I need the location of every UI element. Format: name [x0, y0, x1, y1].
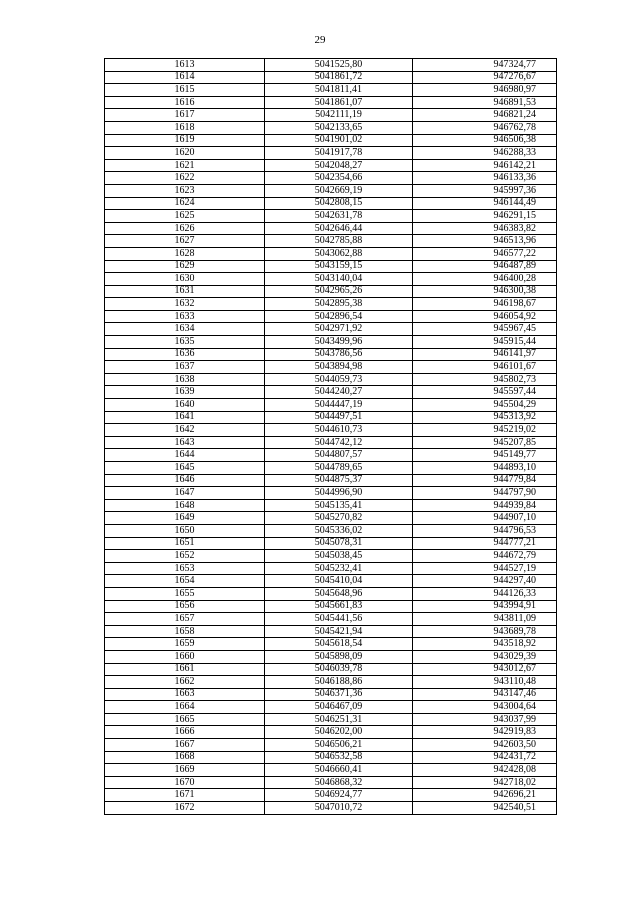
- x-coordinate-cell: 5043140,04: [265, 273, 413, 286]
- point-number-cell: 1614: [105, 71, 265, 84]
- point-number-cell: 1670: [105, 776, 265, 789]
- table-row: [105, 222, 557, 235]
- x-coordinate-cell: 5046868,32: [265, 776, 413, 789]
- x-coordinate-cell: 5045410,04: [265, 575, 413, 588]
- y-coordinate-cell: 944939,84: [413, 499, 557, 512]
- point-number-cell: 1629: [105, 260, 265, 273]
- table-row: [105, 613, 557, 626]
- x-coordinate-cell: 5046188,86: [265, 676, 413, 689]
- table-row: [105, 273, 557, 286]
- y-coordinate-cell: 944893,10: [413, 462, 557, 475]
- y-coordinate-cell: 944777,21: [413, 537, 557, 550]
- table-row: [105, 260, 557, 273]
- table-row: [105, 298, 557, 311]
- table-row: [105, 499, 557, 512]
- x-coordinate-cell: 5044807,57: [265, 449, 413, 462]
- y-coordinate-cell: 943518,92: [413, 638, 557, 651]
- table-row: [105, 802, 557, 815]
- y-coordinate-cell: 943110,48: [413, 676, 557, 689]
- x-coordinate-cell: 5041861,07: [265, 96, 413, 109]
- table-row: [105, 764, 557, 777]
- table-row: [105, 399, 557, 412]
- table-row: [105, 726, 557, 739]
- point-number-cell: 1666: [105, 726, 265, 739]
- table-row: [105, 562, 557, 575]
- table-row: [105, 59, 557, 72]
- point-number-cell: 1656: [105, 600, 265, 613]
- y-coordinate-cell: 943689,78: [413, 625, 557, 638]
- y-coordinate-cell: 945313,92: [413, 411, 557, 424]
- x-coordinate-cell: 5044059,73: [265, 373, 413, 386]
- point-number-cell: 1638: [105, 373, 265, 386]
- y-coordinate-cell: 945967,45: [413, 323, 557, 336]
- table-row: [105, 789, 557, 802]
- point-number-cell: 1646: [105, 474, 265, 487]
- x-coordinate-cell: 5046532,58: [265, 751, 413, 764]
- y-coordinate-cell: 946577,22: [413, 247, 557, 260]
- y-coordinate-cell: 944779,84: [413, 474, 557, 487]
- point-number-cell: 1640: [105, 399, 265, 412]
- x-coordinate-cell: 5044240,27: [265, 386, 413, 399]
- point-number-cell: 1627: [105, 235, 265, 248]
- y-coordinate-cell: 946288,33: [413, 147, 557, 160]
- y-coordinate-cell: 947276,67: [413, 71, 557, 84]
- table-row: [105, 663, 557, 676]
- x-coordinate-cell: 5046202,00: [265, 726, 413, 739]
- x-coordinate-cell: 5045898,09: [265, 650, 413, 663]
- table-row: [105, 121, 557, 134]
- table-row: [105, 172, 557, 185]
- table-row: [105, 210, 557, 223]
- coordinates-table: [104, 58, 557, 815]
- y-coordinate-cell: 946198,67: [413, 298, 557, 311]
- table-row: [105, 688, 557, 701]
- point-number-cell: 1664: [105, 701, 265, 714]
- point-number-cell: 1659: [105, 638, 265, 651]
- y-coordinate-cell: 942431,72: [413, 751, 557, 764]
- point-number-cell: 1641: [105, 411, 265, 424]
- x-coordinate-cell: 5045336,02: [265, 524, 413, 537]
- y-coordinate-cell: 943029,39: [413, 650, 557, 663]
- table-row: [105, 638, 557, 651]
- table-row: [105, 96, 557, 109]
- x-coordinate-cell: 5041861,72: [265, 71, 413, 84]
- point-number-cell: 1623: [105, 184, 265, 197]
- point-number-cell: 1617: [105, 109, 265, 122]
- point-number-cell: 1621: [105, 159, 265, 172]
- page-number: 29: [314, 34, 326, 46]
- x-coordinate-cell: 5044996,90: [265, 487, 413, 500]
- point-number-cell: 1633: [105, 310, 265, 323]
- table-row: [105, 713, 557, 726]
- table-row: [105, 323, 557, 336]
- table-row: [105, 487, 557, 500]
- table-row: [105, 348, 557, 361]
- x-coordinate-cell: 5043499,96: [265, 336, 413, 349]
- point-number-cell: 1634: [105, 323, 265, 336]
- table-row: [105, 587, 557, 600]
- table-row: [105, 373, 557, 386]
- y-coordinate-cell: 946891,53: [413, 96, 557, 109]
- y-coordinate-cell: 942540,51: [413, 802, 557, 815]
- table-row: [105, 411, 557, 424]
- x-coordinate-cell: 5044447,19: [265, 399, 413, 412]
- coordinates-table-body: [105, 59, 557, 815]
- y-coordinate-cell: 943012,67: [413, 663, 557, 676]
- table-row: [105, 310, 557, 323]
- x-coordinate-cell: 5043786,56: [265, 348, 413, 361]
- table-row: [105, 474, 557, 487]
- point-number-cell: 1613: [105, 59, 265, 72]
- table-row: [105, 147, 557, 160]
- y-coordinate-cell: 946513,96: [413, 235, 557, 248]
- y-coordinate-cell: 943004,64: [413, 701, 557, 714]
- y-coordinate-cell: 944796,53: [413, 524, 557, 537]
- x-coordinate-cell: 5041811,41: [265, 84, 413, 97]
- table-row: [105, 550, 557, 563]
- point-number-cell: 1657: [105, 613, 265, 626]
- y-coordinate-cell: 942428,08: [413, 764, 557, 777]
- y-coordinate-cell: 946821,24: [413, 109, 557, 122]
- point-number-cell: 1671: [105, 789, 265, 802]
- x-coordinate-cell: 5045038,45: [265, 550, 413, 563]
- point-number-cell: 1645: [105, 462, 265, 475]
- x-coordinate-cell: 5044497,51: [265, 411, 413, 424]
- y-coordinate-cell: 942603,50: [413, 739, 557, 752]
- point-number-cell: 1658: [105, 625, 265, 638]
- table-row: [105, 71, 557, 84]
- point-number-cell: 1626: [105, 222, 265, 235]
- y-coordinate-cell: 946762,78: [413, 121, 557, 134]
- x-coordinate-cell: 5046371,36: [265, 688, 413, 701]
- table-row: [105, 235, 557, 248]
- x-coordinate-cell: 5044742,12: [265, 436, 413, 449]
- table-row: [105, 197, 557, 210]
- y-coordinate-cell: 946141,97: [413, 348, 557, 361]
- x-coordinate-cell: 5042669,19: [265, 184, 413, 197]
- x-coordinate-cell: 5046506,21: [265, 739, 413, 752]
- table-row: [105, 424, 557, 437]
- x-coordinate-cell: 5045078,31: [265, 537, 413, 550]
- table-row: [105, 751, 557, 764]
- y-coordinate-cell: 944297,40: [413, 575, 557, 588]
- y-coordinate-cell: 943811,09: [413, 613, 557, 626]
- y-coordinate-cell: 946101,67: [413, 361, 557, 374]
- point-number-cell: 1643: [105, 436, 265, 449]
- table-row: [105, 575, 557, 588]
- table-row: [105, 512, 557, 525]
- y-coordinate-cell: 942696,21: [413, 789, 557, 802]
- x-coordinate-cell: 5045135,41: [265, 499, 413, 512]
- y-coordinate-cell: 943037,99: [413, 713, 557, 726]
- point-number-cell: 1660: [105, 650, 265, 663]
- y-coordinate-cell: 944797,90: [413, 487, 557, 500]
- table-row: [105, 600, 557, 613]
- y-coordinate-cell: 946054,92: [413, 310, 557, 323]
- y-coordinate-cell: 942919,83: [413, 726, 557, 739]
- point-number-cell: 1648: [105, 499, 265, 512]
- point-number-cell: 1624: [105, 197, 265, 210]
- x-coordinate-cell: 5042048,27: [265, 159, 413, 172]
- y-coordinate-cell: 945997,36: [413, 184, 557, 197]
- y-coordinate-cell: 945207,85: [413, 436, 557, 449]
- x-coordinate-cell: 5046467,09: [265, 701, 413, 714]
- x-coordinate-cell: 5044789,65: [265, 462, 413, 475]
- table-row: [105, 84, 557, 97]
- y-coordinate-cell: 944126,33: [413, 587, 557, 600]
- y-coordinate-cell: 945915,44: [413, 336, 557, 349]
- point-number-cell: 1665: [105, 713, 265, 726]
- point-number-cell: 1620: [105, 147, 265, 160]
- table-row: [105, 336, 557, 349]
- table-row: [105, 625, 557, 638]
- table-row: [105, 537, 557, 550]
- point-number-cell: 1636: [105, 348, 265, 361]
- table-row: [105, 184, 557, 197]
- point-number-cell: 1616: [105, 96, 265, 109]
- point-number-cell: 1625: [105, 210, 265, 223]
- x-coordinate-cell: 5045441,56: [265, 613, 413, 626]
- y-coordinate-cell: 943994,91: [413, 600, 557, 613]
- y-coordinate-cell: 946400,28: [413, 273, 557, 286]
- point-number-cell: 1631: [105, 285, 265, 298]
- x-coordinate-cell: 5046039,78: [265, 663, 413, 676]
- point-number-cell: 1661: [105, 663, 265, 676]
- table-row: [105, 134, 557, 147]
- table-row: [105, 109, 557, 122]
- y-coordinate-cell: 943147,46: [413, 688, 557, 701]
- x-coordinate-cell: 5043894,98: [265, 361, 413, 374]
- point-number-cell: 1649: [105, 512, 265, 525]
- point-number-cell: 1655: [105, 587, 265, 600]
- x-coordinate-cell: 5042785,88: [265, 235, 413, 248]
- y-coordinate-cell: 942718,02: [413, 776, 557, 789]
- point-number-cell: 1637: [105, 361, 265, 374]
- table-row: [105, 462, 557, 475]
- x-coordinate-cell: 5043062,88: [265, 247, 413, 260]
- point-number-cell: 1635: [105, 336, 265, 349]
- table-row: [105, 449, 557, 462]
- point-number-cell: 1669: [105, 764, 265, 777]
- y-coordinate-cell: 946300,38: [413, 285, 557, 298]
- point-number-cell: 1668: [105, 751, 265, 764]
- y-coordinate-cell: 946487,89: [413, 260, 557, 273]
- y-coordinate-cell: 946506,38: [413, 134, 557, 147]
- y-coordinate-cell: 945504,29: [413, 399, 557, 412]
- x-coordinate-cell: 5042133,65: [265, 121, 413, 134]
- table-row: [105, 247, 557, 260]
- x-coordinate-cell: 5041901,02: [265, 134, 413, 147]
- point-number-cell: 1615: [105, 84, 265, 97]
- y-coordinate-cell: 947324,77: [413, 59, 557, 72]
- x-coordinate-cell: 5042111,19: [265, 109, 413, 122]
- table-row: [105, 676, 557, 689]
- table-row: [105, 524, 557, 537]
- x-coordinate-cell: 5042646,44: [265, 222, 413, 235]
- point-number-cell: 1651: [105, 537, 265, 550]
- point-number-cell: 1642: [105, 424, 265, 437]
- table-row: [105, 739, 557, 752]
- point-number-cell: 1654: [105, 575, 265, 588]
- point-number-cell: 1639: [105, 386, 265, 399]
- x-coordinate-cell: 5045232,41: [265, 562, 413, 575]
- x-coordinate-cell: 5042971,92: [265, 323, 413, 336]
- x-coordinate-cell: 5046924,77: [265, 789, 413, 802]
- x-coordinate-cell: 5045270,82: [265, 512, 413, 525]
- y-coordinate-cell: 945597,44: [413, 386, 557, 399]
- x-coordinate-cell: 5041525,80: [265, 59, 413, 72]
- point-number-cell: 1663: [105, 688, 265, 701]
- table-row: [105, 361, 557, 374]
- x-coordinate-cell: 5046660,41: [265, 764, 413, 777]
- point-number-cell: 1644: [105, 449, 265, 462]
- x-coordinate-cell: 5044875,37: [265, 474, 413, 487]
- y-coordinate-cell: 946980,97: [413, 84, 557, 97]
- point-number-cell: 1632: [105, 298, 265, 311]
- x-coordinate-cell: 5045421,94: [265, 625, 413, 638]
- x-coordinate-cell: 5046251,31: [265, 713, 413, 726]
- point-number-cell: 1650: [105, 524, 265, 537]
- y-coordinate-cell: 944672,79: [413, 550, 557, 563]
- table-row: [105, 159, 557, 172]
- point-number-cell: 1653: [105, 562, 265, 575]
- y-coordinate-cell: 944527,19: [413, 562, 557, 575]
- x-coordinate-cell: 5042896,54: [265, 310, 413, 323]
- y-coordinate-cell: 945219,02: [413, 424, 557, 437]
- table-row: [105, 650, 557, 663]
- x-coordinate-cell: 5042808,15: [265, 197, 413, 210]
- x-coordinate-cell: 5041917,78: [265, 147, 413, 160]
- table-row: [105, 285, 557, 298]
- y-coordinate-cell: 944907,10: [413, 512, 557, 525]
- point-number-cell: 1618: [105, 121, 265, 134]
- y-coordinate-cell: 946142,21: [413, 159, 557, 172]
- point-number-cell: 1667: [105, 739, 265, 752]
- x-coordinate-cell: 5047010,72: [265, 802, 413, 815]
- point-number-cell: 1619: [105, 134, 265, 147]
- point-number-cell: 1672: [105, 802, 265, 815]
- table-row: [105, 701, 557, 714]
- y-coordinate-cell: 945802,73: [413, 373, 557, 386]
- y-coordinate-cell: 946144,49: [413, 197, 557, 210]
- point-number-cell: 1662: [105, 676, 265, 689]
- x-coordinate-cell: 5044610,73: [265, 424, 413, 437]
- x-coordinate-cell: 5042631,78: [265, 210, 413, 223]
- y-coordinate-cell: 946291,15: [413, 210, 557, 223]
- x-coordinate-cell: 5045648,96: [265, 587, 413, 600]
- y-coordinate-cell: 946383,82: [413, 222, 557, 235]
- table-row: [105, 776, 557, 789]
- x-coordinate-cell: 5043159,15: [265, 260, 413, 273]
- table-row: [105, 386, 557, 399]
- point-number-cell: 1630: [105, 273, 265, 286]
- point-number-cell: 1652: [105, 550, 265, 563]
- point-number-cell: 1647: [105, 487, 265, 500]
- point-number-cell: 1628: [105, 247, 265, 260]
- x-coordinate-cell: 5042965,26: [265, 285, 413, 298]
- point-number-cell: 1622: [105, 172, 265, 185]
- x-coordinate-cell: 5042895,38: [265, 298, 413, 311]
- x-coordinate-cell: 5042354,66: [265, 172, 413, 185]
- table-row: [105, 436, 557, 449]
- x-coordinate-cell: 5045661,83: [265, 600, 413, 613]
- x-coordinate-cell: 5045618,54: [265, 638, 413, 651]
- y-coordinate-cell: 945149,77: [413, 449, 557, 462]
- y-coordinate-cell: 946133,36: [413, 172, 557, 185]
